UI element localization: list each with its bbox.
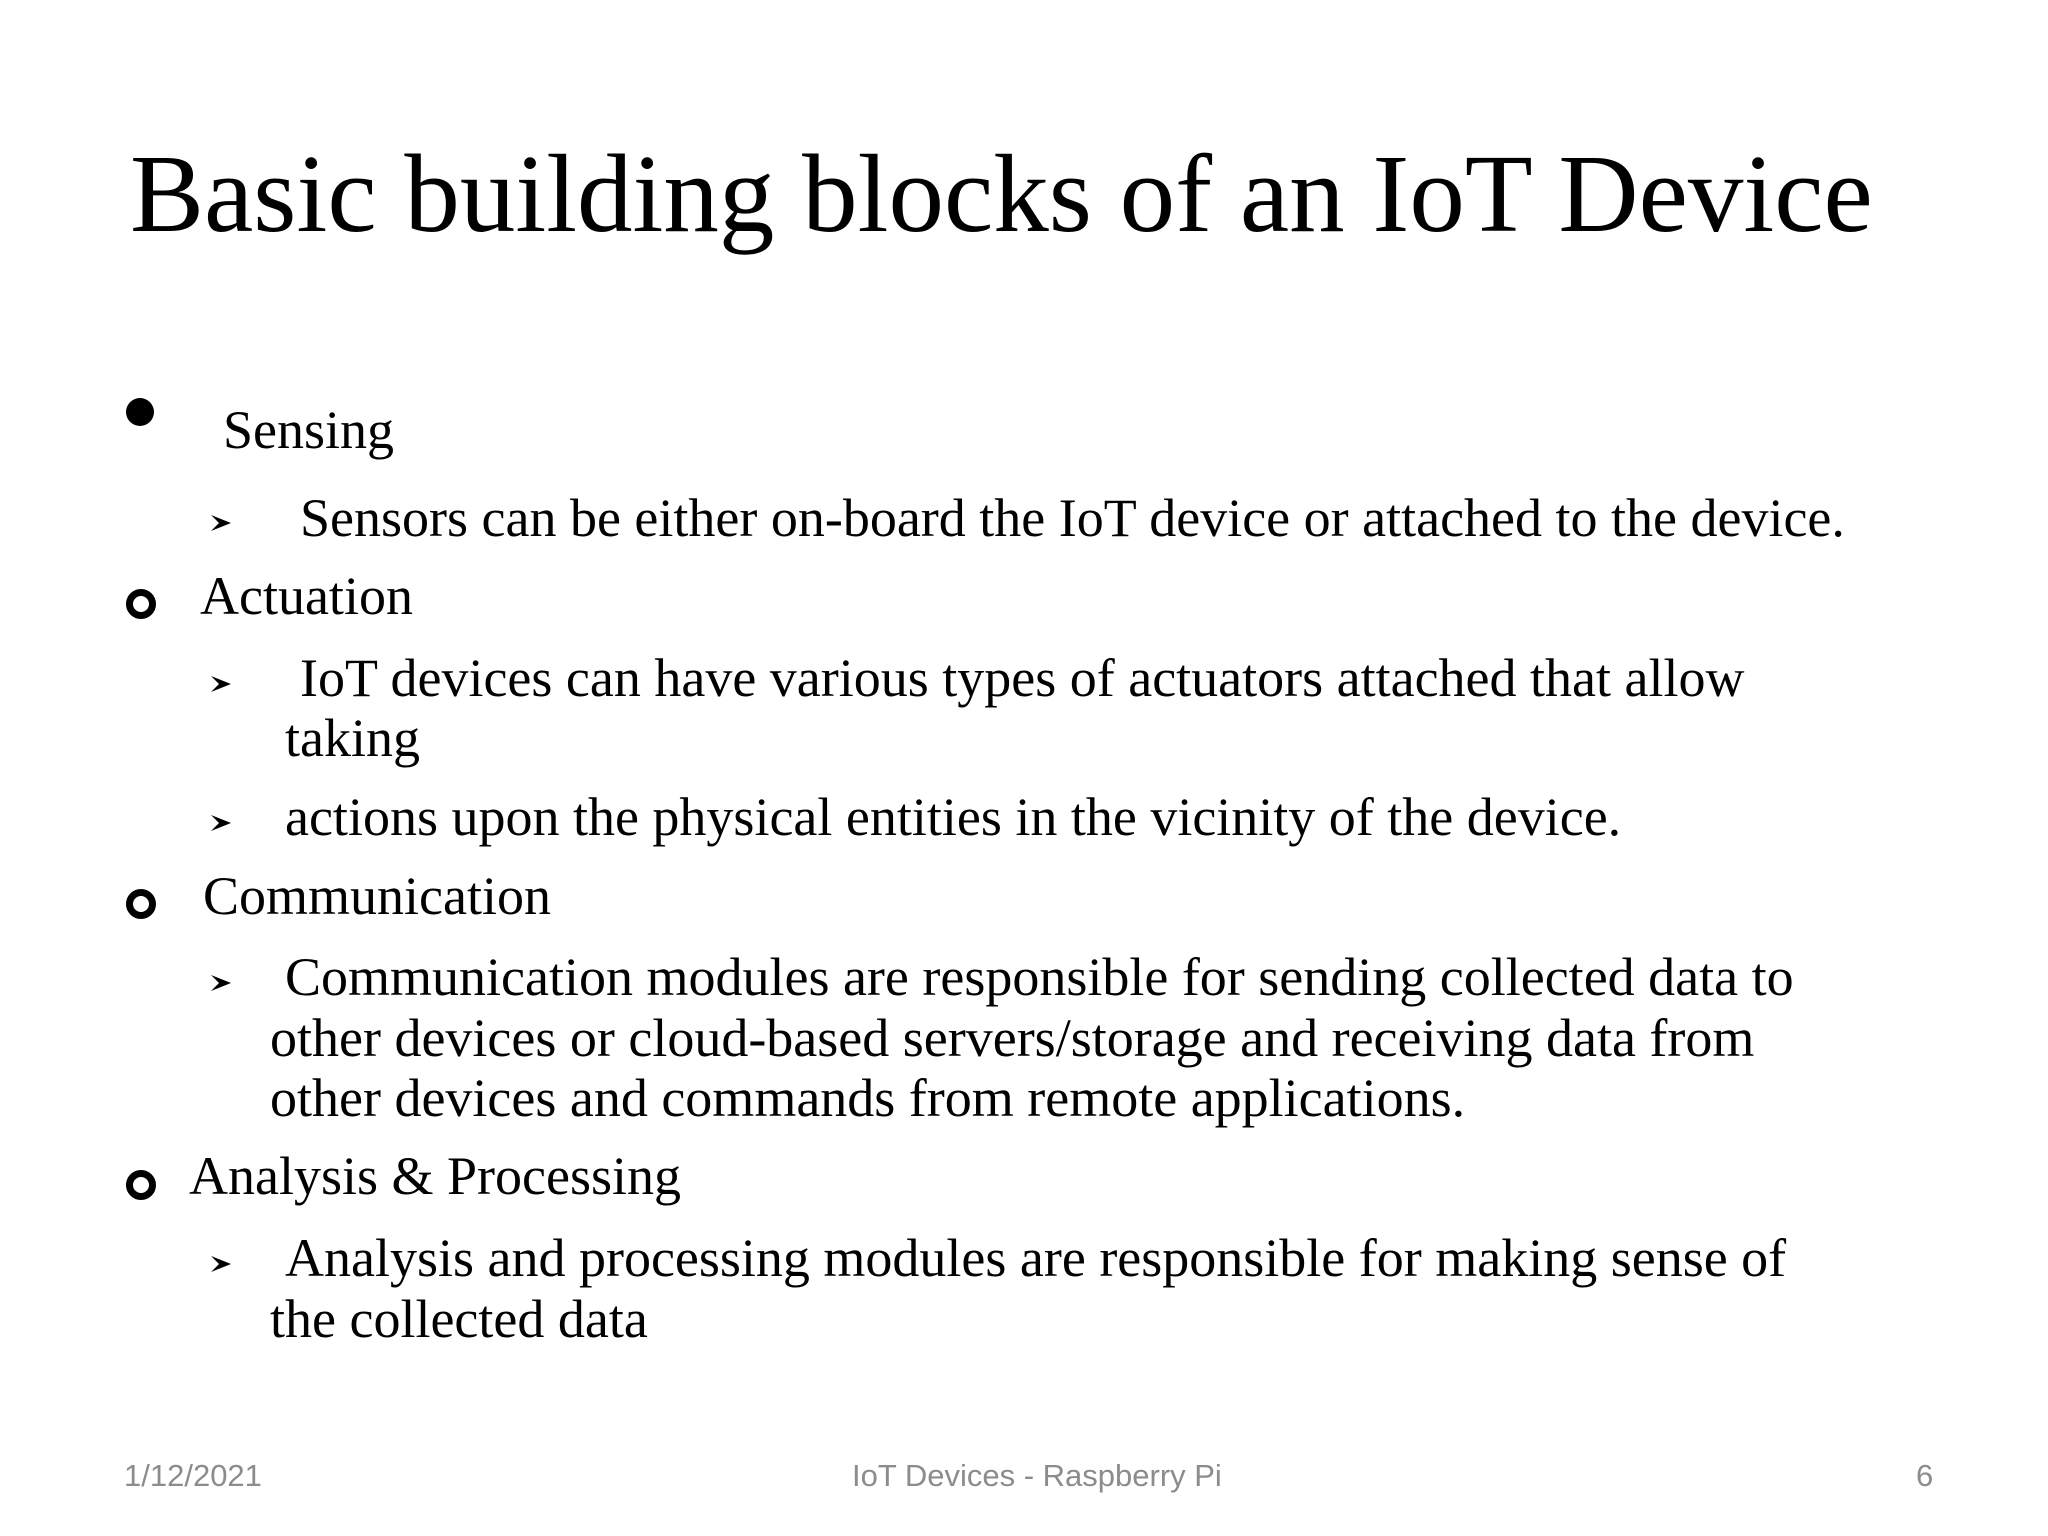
analysis-item-line-1: Analysis and processing modules are responsible for making sense of [285, 1228, 1787, 1288]
arrowhead-bullet-icon [210, 812, 232, 834]
ring-bullet-icon [126, 1170, 156, 1200]
footer-title: IoT Devices - Raspberry Pi [852, 1458, 1222, 1493]
ring-bullet-icon [126, 589, 156, 619]
section-heading-communication: Communication [203, 866, 551, 926]
analysis-item-line-2: the collected data [270, 1289, 648, 1349]
arrowhead-bullet-icon [210, 512, 232, 534]
footer-date: 1/12/2021 [124, 1458, 262, 1493]
section-heading-actuation: Actuation [200, 566, 413, 626]
communication-item-line-1: Communication modules are responsible for sending collected data to [285, 947, 1794, 1007]
footer-page-number: 6 [1916, 1458, 1934, 1493]
arrowhead-bullet-icon [210, 972, 232, 994]
ring-bullet-icon [126, 889, 156, 919]
actuation-item-2-line: actions upon the physical entities in the vicinity of the device. [285, 787, 1622, 847]
section-heading-sensing: Sensing [223, 400, 395, 460]
actuation-item-1-line-2: taking [285, 708, 420, 768]
slide-title: Basic building blocks of an IoT Device [130, 133, 1873, 256]
arrowhead-bullet-icon [210, 1253, 232, 1275]
arrowhead-bullet-icon [210, 673, 232, 695]
actuation-item-1-line-1: IoT devices can have various types of actuators attached that allow [300, 648, 1745, 708]
section-heading-analysis-processing: Analysis & Processing [189, 1146, 681, 1206]
communication-item-line-3: other devices and commands from remote applications. [270, 1068, 1466, 1128]
sensing-item-line: Sensors can be either on-board the IoT device or attached to the device. [300, 488, 1845, 548]
communication-item-line-2: other devices or cloud-based servers/storage and receiving data from [270, 1008, 1755, 1068]
filled-bullet-icon [126, 398, 154, 426]
